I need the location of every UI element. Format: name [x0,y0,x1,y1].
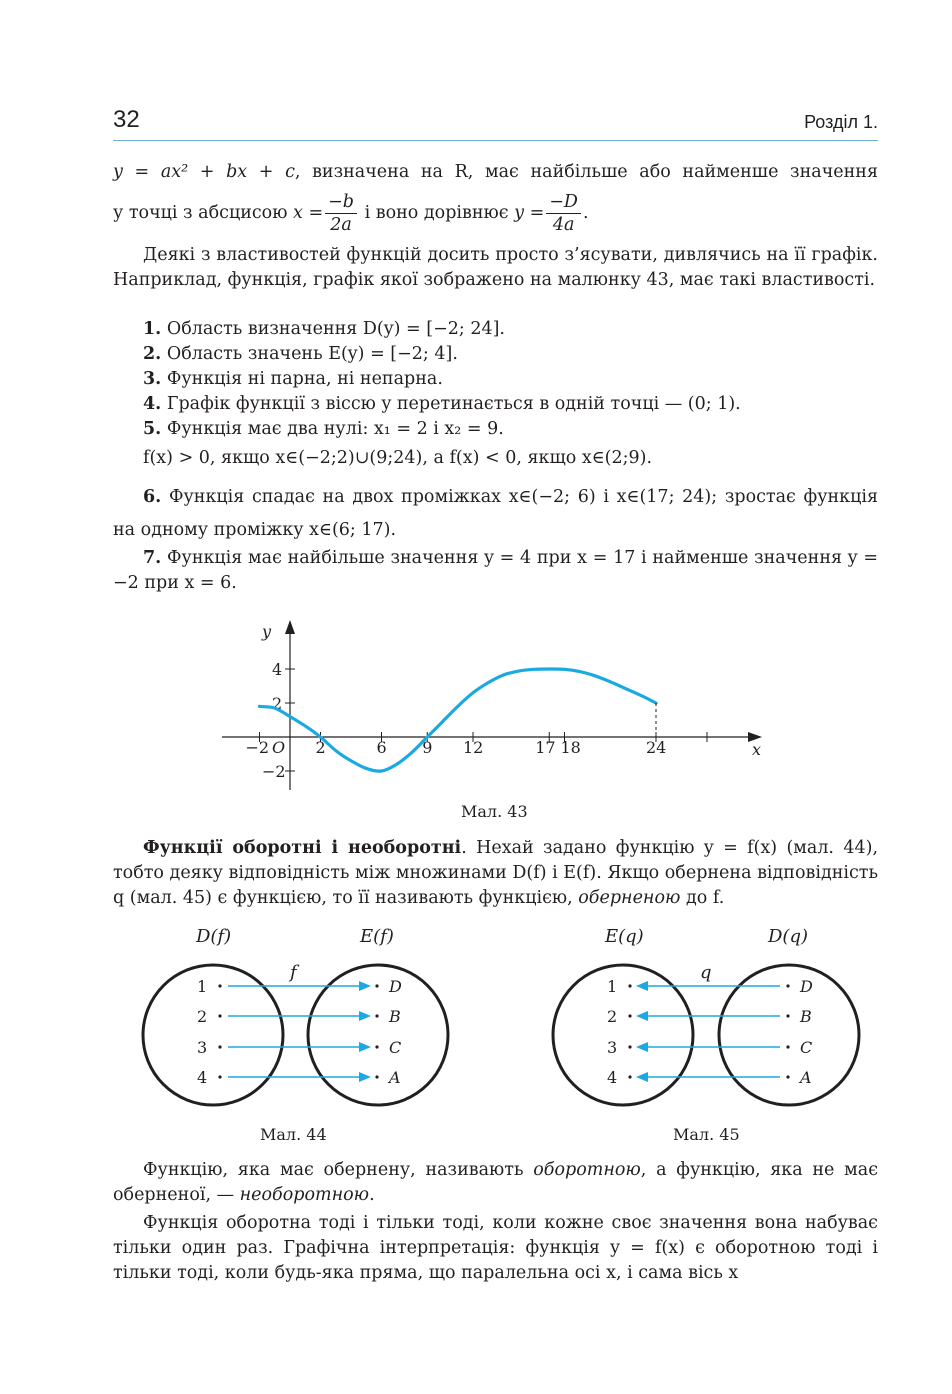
right-item: D [389,977,402,996]
x-tick-label: 24 [646,738,667,757]
right-item-dot [786,1075,789,1078]
left-item: 4 [607,1068,618,1087]
x-tick-label: 18 [560,738,581,757]
mapping-arrow-head [636,1011,648,1021]
right-item: A [800,1068,812,1087]
left-item-dot [218,1075,221,1078]
left-item: 2 [607,1007,618,1026]
paragraph-2: Функції оборотні і необоротні. Нехай задано функцію y = f(x) (мал. 44), тобто деяку відповідність між множинами D(f) і E(f). Якщо обернена відповідність q (мал. 45) є функцією, то її називають функцією, оберненою до f. [113,838,879,908]
mapping-arrow-head [359,1042,371,1052]
right-item-dot [375,1014,378,1017]
left-item-dot [628,1045,631,1048]
left-item-dot [218,1045,221,1048]
right-item-dot [786,1014,789,1017]
paragraph-3: Функцію, яка має обернену, називають оборотною, а функцію, яка не має оберненої, — необоротною. [113,1160,878,1205]
paragraph-4: Функція оборотна тоді і тільки тоді, коли кожне своє значення вона набуває тільки один раз. Графічна інтерпретація: функція y = f(x) є оборотною тоді і тільки тоді, коли будь-яка пряма, що паралельна осі x, і сама вісь x [113,1213,878,1283]
property-1: 1. Область визначення D(y) = [−2; 24]. [143,319,505,339]
property-6: 6. Функція спадає на двох проміжках x∈(−2; 6) і x∈(17; 24); зростає функція на одному проміжку x∈(6; 17). [113,487,878,540]
mapping-arrow-head [636,1072,648,1082]
left-item-dot [218,984,221,987]
y-axis-arrow [285,620,295,634]
left-item: 3 [607,1038,618,1057]
property-5-sign: f(x) > 0, якщо x∈(−2;2)∪(9;24), а f(x) < 0, якщо x∈(2;9). [143,448,653,468]
x-tick-label: 6 [376,738,387,757]
intro-line-2: у точці з абсцисою x = $\frac{-b}{2a}$ і воно дорівнює y = $\frac{-D}{4a}$ . [113,192,589,235]
map-label: f [290,962,297,983]
mapping-arrow-head [636,981,648,991]
right-item: C [800,1038,813,1057]
map-label: q [700,962,712,983]
property-7: 7. Функція має найбільше значення y = 4 при x = 17 і найменше значення y = −2 при x = 6. [113,548,878,593]
left-item-dot [628,984,631,987]
property-3: 3. Функція ні парна, ні непарна. [143,369,443,389]
page-number: 32 [113,106,140,133]
section-label: Розділ 1. [804,112,878,132]
right-set-label: D(q) [768,926,808,947]
x-tick-label: 2 [315,738,326,757]
left-set-label: E(q) [605,926,644,947]
right-item: C [389,1038,402,1057]
right-item-dot [786,984,789,987]
left-item: 2 [197,1007,208,1026]
left-item: 1 [197,977,208,996]
right-item: A [389,1068,401,1087]
left-item-dot [628,1014,631,1017]
header-rule [113,140,878,141]
intro-line-2-a: у точці з абсцисою [113,203,288,223]
left-set-label: D(f) [196,926,232,947]
fraction-x: $\frac{-b}{2a}$ [325,191,357,236]
y-tick-label: −2 [262,762,286,781]
figure-45-caption: Мал. 45 [673,1125,740,1144]
x-tick-label: −2 [245,738,270,757]
mapping-arrow-head [636,1042,648,1052]
x-axis-label: x [752,740,762,759]
x-tick-label: 17 [535,738,556,757]
figure-44-diagram [130,918,430,1118]
property-4: 4. Графік функції з віссю y перетинається в одній точці — (0; 1). [143,394,741,414]
left-item: 4 [197,1068,208,1087]
right-set-label: E(f) [360,926,394,947]
right-item-dot [786,1045,789,1048]
figure-43-graph [0,612,952,812]
mapping-arrow-head [359,1072,371,1082]
quadratic-formula: y = ax² + bx + c [113,162,295,182]
intro-line-1-text: , визначена на R, має найбільше або найменше значення [294,162,878,182]
mapping-arrow-head [359,981,371,991]
right-item-dot [375,1075,378,1078]
origin-label: O [272,738,286,757]
y-tick-label: 4 [272,660,283,679]
property-5: 5. Функція має два нулі: x₁ = 2 і x₂ = 9. [143,419,504,439]
property-2: 2. Область значень E(y) = [−2; 4]. [143,344,458,364]
fraction-y: $\frac{-D}{4a}$ [546,191,581,236]
x-tick-label: 12 [463,738,484,757]
right-item-dot [375,984,378,987]
x-tick-label: 9 [422,738,433,757]
section-heading: Функції оборотні і необоротні [143,838,462,858]
left-item: 1 [607,977,618,996]
y-axis-label: y [262,622,272,641]
paragraph-1: Деякі з властивостей функцій досить просто з’ясувати, дивлячись на її графік. Наприклад, функція, графік якої зображено на малюнку 43, має такі властивості. [113,245,878,290]
figure-43-caption: Мал. 43 [461,802,528,821]
y-tick-label: 2 [272,694,283,713]
right-item: B [800,1007,812,1026]
figure-44-caption: Мал. 44 [260,1125,327,1144]
mapping-arrow-head [359,1011,371,1021]
right-item-dot [375,1045,378,1048]
intro-line-2-b: і воно дорівнює [364,203,509,223]
intro-line-1 [113,160,878,185]
left-item-dot [218,1014,221,1017]
right-item: B [389,1007,401,1026]
left-item-dot [628,1075,631,1078]
figure-45-diagram [540,918,870,1118]
right-item: D [800,977,813,996]
left-item: 3 [197,1038,208,1057]
